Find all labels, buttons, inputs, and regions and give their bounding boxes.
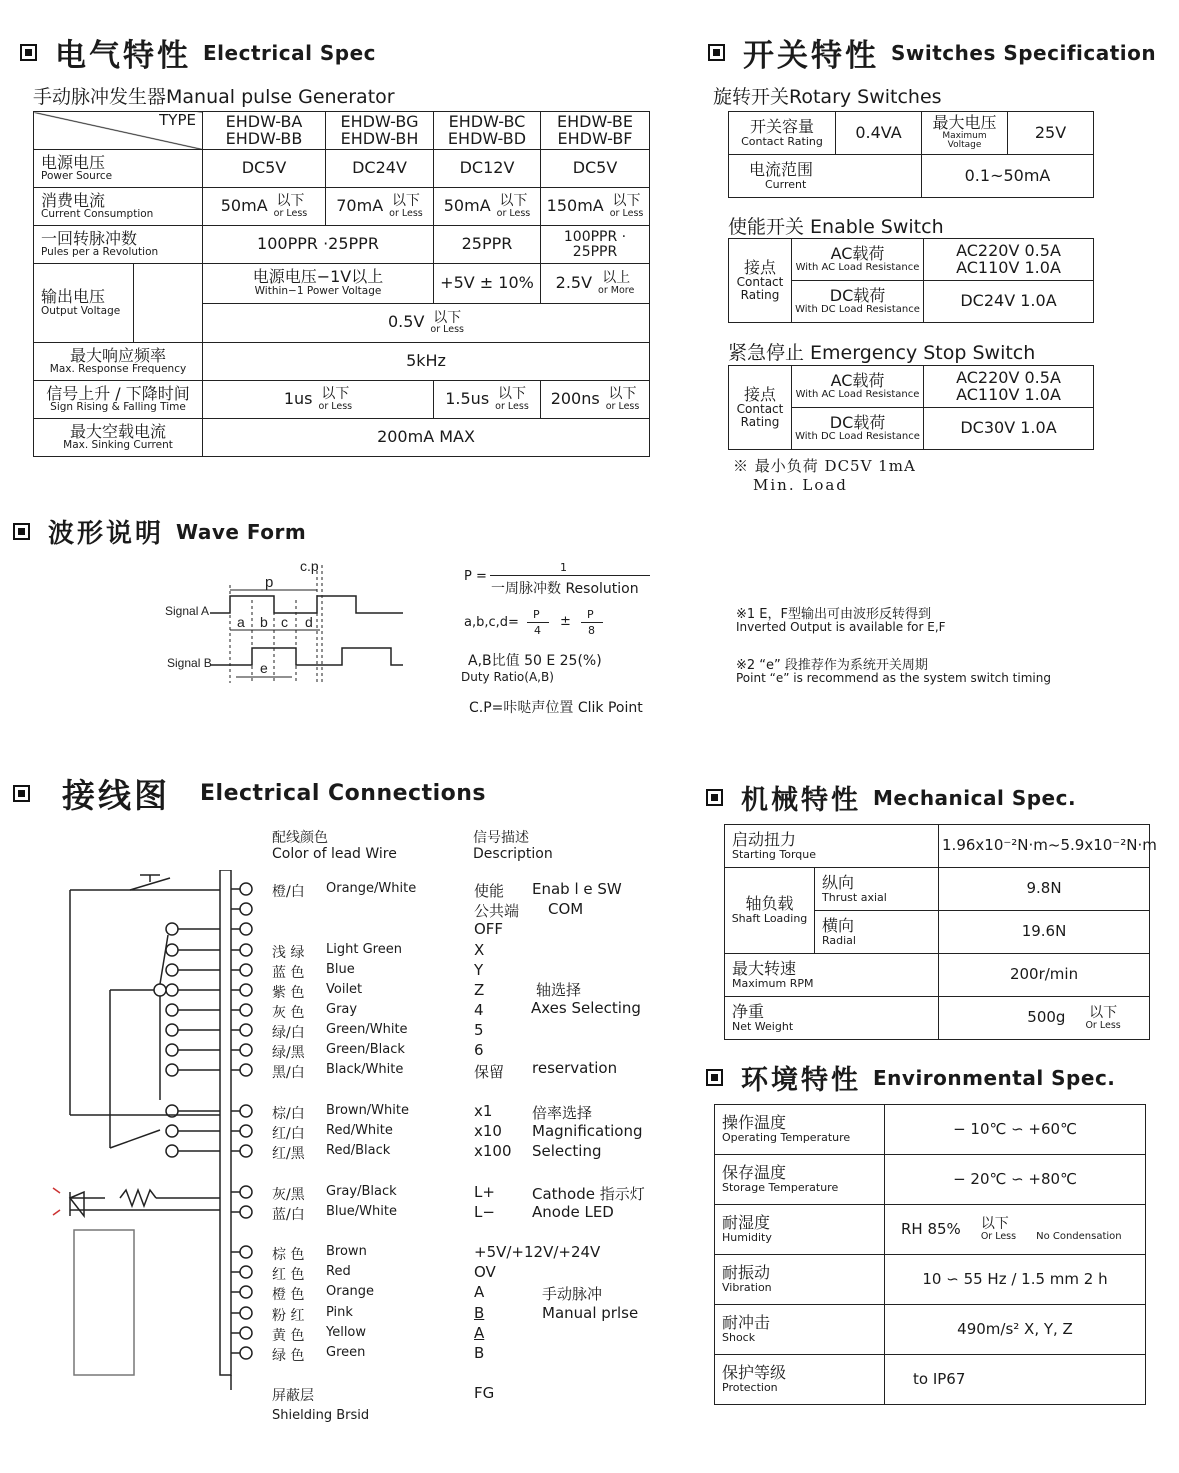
wave-c-label: c: [281, 614, 288, 630]
connector-strip: [220, 870, 231, 1375]
note2-cn: ※2 “e” 段推荐作为系统开关周期: [736, 658, 928, 673]
pin-terminal: [240, 1206, 252, 1218]
rotary-subtitle: 旋转开关Rotary Switches: [713, 86, 942, 108]
current-label: 消费电流 Current Consumption: [34, 188, 203, 226]
signal-desc-en: Axes Selecting: [531, 999, 641, 1017]
note1-cn: ※1 E，F型输出可由波形反转得到: [736, 607, 931, 622]
switch-contact: [166, 1145, 178, 1157]
signal-desc-en: reservation: [532, 1059, 618, 1077]
value-cell: 70mA 以下 or Less: [326, 188, 434, 226]
switch-contact: [166, 1004, 178, 1016]
value-cell: 1.96x10⁻²N·m~5.9x10⁻²N·m: [939, 825, 1150, 868]
wire-color-en: Green/White: [326, 1022, 408, 1037]
enable-subtitle: 使能开关 Enable Switch: [728, 216, 944, 238]
pin-terminal: [240, 1347, 252, 1359]
signal-desc-en: Enab l e SW: [532, 880, 622, 898]
signal-desc: x10: [474, 1122, 502, 1140]
waveform-diagram: [160, 555, 420, 690]
signal-desc: 公共端: [474, 902, 520, 920]
plus-minus: ±: [560, 614, 571, 629]
value-cell: 1us 以下 or Less: [203, 381, 434, 419]
rise-label: 信号上升 / 下降时间 Sign Rising & Falling Time: [34, 381, 203, 419]
current-row: [34, 188, 650, 226]
value-cell: DC5V: [541, 150, 650, 188]
wire-color-en: Light Green: [326, 942, 402, 957]
value-cell: 500g 以下 Or Less: [939, 997, 1150, 1040]
sink-row: [34, 419, 650, 457]
power-label: 电源电压 Power Source: [34, 150, 203, 188]
electrical-spec-heading: 电气特性 Electrical Spec: [20, 30, 376, 75]
pin-terminal: [240, 984, 252, 996]
signal-b-label: Signal B: [167, 656, 212, 670]
signal-desc: B: [474, 1344, 485, 1362]
pin-terminal: [240, 964, 252, 976]
value-cell: to IP67: [885, 1355, 1146, 1405]
value-cell: 0.4VA: [836, 112, 922, 155]
signal-desc-en: Anode LED: [532, 1203, 614, 1221]
signal-desc: 5: [474, 1021, 484, 1039]
signal-desc: X: [474, 941, 485, 959]
wire-color-cn: 橙 色: [272, 1287, 305, 1303]
value-cell: DC30V 1.0A: [924, 408, 1094, 450]
wire-color-cn: 绿/白: [272, 1025, 305, 1041]
signal-desc: 4: [474, 1001, 484, 1019]
pulses-row: [34, 226, 650, 264]
value-cell: 5kHz: [203, 343, 650, 381]
type-header: TYPE: [34, 112, 203, 150]
value-cell: 150mA 以下 or Less: [541, 188, 650, 226]
wave-b-label: b: [260, 614, 268, 630]
magnification-wiper: [110, 1130, 160, 1148]
wave-a-label: a: [237, 614, 245, 630]
model-cell: EHDW-BC EHDW-BD: [434, 112, 541, 150]
signal-desc: OV: [474, 1263, 496, 1281]
value-cell: 0.1~50mA: [922, 155, 1094, 198]
model-cell: EHDW-BA EHDW-BB: [203, 112, 326, 150]
pin-terminal: [240, 1327, 252, 1339]
wire-color-cn: 紫 色: [272, 985, 305, 1001]
signal-desc: 使能: [474, 882, 505, 900]
wire-color-cn: 绿/黑: [272, 1045, 305, 1061]
ac-label: AC载荷 With AC Load Resistance: [792, 239, 924, 281]
fraction-4: 4: [534, 624, 541, 637]
wire-color-en: Brown: [326, 1244, 367, 1259]
value-cell: 1.5us 以下 or Less: [434, 381, 541, 419]
value-cell: 200ns 以下 or Less: [541, 381, 650, 419]
wire-color-en: Green: [326, 1345, 366, 1360]
pin-terminal: [240, 944, 252, 956]
value-cell: 490m/s² X, Y, Z: [885, 1305, 1146, 1355]
mechanical-heading: 机械特性 Mechanical Spec.: [706, 778, 1076, 817]
wire-color-en: Blue: [326, 962, 355, 977]
wire-color-en: Black/White: [326, 1062, 404, 1077]
estop-table: [728, 365, 1094, 450]
value-cell: − 20℃ ∽ +80℃: [885, 1155, 1146, 1205]
pin-terminal: [240, 1307, 252, 1319]
section-marker-icon: [20, 44, 37, 61]
signal-desc: FG: [474, 1384, 495, 1402]
min-load-note: ※ 最小负荷 DC5V 1mA: [733, 457, 916, 475]
wire-color-en: Brown/White: [326, 1103, 409, 1118]
wire-color-cn: 红/白: [272, 1126, 305, 1142]
wire-color-cn: 蓝/白: [272, 1207, 305, 1223]
wire-color-en: Gray: [326, 1002, 358, 1017]
signal-desc-en: Cathode 指示灯: [532, 1185, 645, 1203]
signal-desc: B: [474, 1304, 485, 1322]
pin-terminal: [240, 1246, 252, 1258]
model-cell: EHDW-BE EHDW-BF: [541, 112, 650, 150]
freq-row: [34, 343, 650, 381]
model-cell: EHDW-BG EHDW-BH: [326, 112, 434, 150]
fraction-8: 8: [588, 624, 595, 637]
sink-label: 最大空载电流 Max. Sinking Current: [34, 419, 203, 457]
wire-color-en: Shielding Brsid: [272, 1408, 370, 1423]
value-cell: 50mA 以下 or Less: [203, 188, 326, 226]
value-cell: 0.5V 以下 or Less: [203, 303, 650, 343]
value-cell: +5V ± 10%: [434, 264, 541, 304]
value-cell: RH 85% 以下 Or Less No Condensation: [885, 1205, 1146, 1255]
value-cell: 电源电压−1V以上 Within−1 Power Voltage: [203, 264, 434, 304]
wire-color-en: Pink: [326, 1305, 353, 1320]
signal-desc-en: Selecting: [532, 1142, 602, 1160]
env-label: 保护等级 Protection: [715, 1355, 885, 1405]
estop-subtitle: 紧急停止 Emergency Stop Switch: [728, 342, 1036, 364]
wire-color-en: Orange/White: [326, 881, 417, 896]
fraction-p: P: [533, 608, 540, 621]
signal-desc: A: [474, 1283, 485, 1301]
connections-heading: 接线图 Electrical Connections: [13, 770, 486, 817]
type-row: [34, 112, 650, 150]
value-cell: DC12V: [434, 150, 541, 188]
output-high-row: [34, 264, 650, 304]
min-load-note-en: Min. Load: [753, 476, 848, 494]
section-marker-icon: [706, 1069, 723, 1086]
pin-terminal: [240, 1004, 252, 1016]
wire-color-cn: 粉 红: [272, 1308, 305, 1324]
wire-color-en: Red: [326, 1264, 351, 1279]
signal-a-label: Signal A: [165, 604, 210, 618]
fraction-p: P: [587, 608, 594, 621]
signal-desc: L−: [474, 1203, 495, 1221]
signal-desc-en: Magnificationg: [532, 1122, 643, 1140]
section-marker-icon: [708, 44, 725, 61]
rise-row: [34, 381, 650, 419]
wave-heading: 波形说明 Wave Form: [13, 513, 306, 550]
value-cell: 25PPR: [434, 226, 541, 264]
desc-header-en: Description: [473, 846, 553, 862]
value-cell: DC24V 1.0A: [924, 281, 1094, 323]
rpm-label: 最大转速 Maximum RPM: [725, 954, 939, 997]
electrical-subtitle: 手动脉冲发生器Manual pulse Generator: [33, 86, 395, 108]
pin-terminal: [240, 1105, 252, 1117]
wire-color-cn: 棕/白: [272, 1106, 305, 1122]
signal-desc: Z: [474, 981, 485, 999]
wire-color-en: Green/Black: [326, 1042, 405, 1057]
wire-color-en: Voilet: [326, 982, 363, 997]
desc-header: 信号描述: [473, 830, 529, 846]
thrust-label: 纵向 Thrust axial: [815, 868, 939, 911]
value-cell: DC5V: [203, 150, 326, 188]
weight-label: 净重 Net Weight: [725, 997, 939, 1040]
signal-desc-en: 手动脉冲: [542, 1285, 603, 1303]
wire-color-cn: 红 色: [272, 1267, 305, 1283]
rotary-table: [728, 111, 1094, 198]
mechanical-table: [724, 824, 1157, 1040]
env-label: 操作温度 Operating Temperature: [715, 1105, 885, 1155]
value-cell: 200mA MAX: [203, 419, 650, 457]
fraction-line: [490, 575, 650, 576]
value-cell: 19.6N: [939, 911, 1150, 954]
env-label: 耐振动 Vibration: [715, 1255, 885, 1305]
value-cell: DC24V: [326, 150, 434, 188]
pin-terminal: [240, 1024, 252, 1036]
signal-desc: OFF: [474, 920, 504, 938]
signal-desc: A: [474, 1324, 485, 1342]
wire-color-cn: 黑/白: [272, 1065, 305, 1081]
signal-desc: x100: [474, 1142, 512, 1160]
cap-label: 开关容量 Contact Rating: [729, 112, 836, 155]
wire-color-cn: 屏蔽层: [272, 1388, 314, 1404]
pulses-label: 一回转脉冲数 Pules per a Revolution: [34, 226, 203, 264]
wire-color-cn: 蓝 色: [272, 965, 305, 981]
output-label: 输出电压 Output Voltage: [34, 264, 203, 343]
wire-color-cn: 绿 色: [272, 1348, 305, 1364]
axis-selector-wiper: [160, 935, 168, 984]
value-cell: 25V: [1008, 112, 1094, 155]
pin-terminal: [240, 883, 252, 895]
wire-color-cn: 红/黑: [272, 1146, 305, 1162]
value-cell: AC220V 0.5A AC110V 1.0A: [924, 239, 1094, 281]
wave-d-label: d: [305, 614, 313, 630]
wave-cp-label: c.p: [300, 558, 319, 574]
signal-desc-en: 倍率选择: [532, 1104, 593, 1122]
fraction-line: [527, 622, 549, 623]
p-equals: P =: [464, 569, 487, 584]
maxv-label: 最大电压 Maximum Voltage: [922, 112, 1008, 155]
wire-color-cn: 棕 色: [272, 1247, 305, 1263]
wave-p-label: p: [265, 574, 274, 591]
pin-terminal: [240, 1044, 252, 1056]
env-label: 耐冲击 Shock: [715, 1305, 885, 1355]
switch-contact: [166, 1064, 178, 1076]
wire-color-en: Orange: [326, 1284, 375, 1299]
wire-color-en: Red/White: [326, 1123, 393, 1138]
power-row: [34, 150, 650, 188]
switch-contact: [166, 1125, 178, 1137]
duty-ratio: A,B比值 50 E 25(%): [468, 653, 602, 669]
duty-ratio-en: Duty Ratio(A,B): [461, 670, 554, 684]
signal-desc-en: 轴选择: [536, 981, 582, 999]
wire-color-cn: 橙/白: [272, 884, 305, 900]
pin-terminal: [240, 1145, 252, 1157]
signal-desc: 保留: [474, 1063, 505, 1081]
switch-contact: [166, 1024, 178, 1036]
value-cell: AC220V 0.5A AC110V 1.0A: [924, 366, 1094, 408]
switch-contact: [166, 964, 178, 976]
signal-desc-en: Manual prlse: [542, 1304, 639, 1322]
switch-contact: [166, 984, 178, 996]
range-label: 电流范围 Current: [729, 155, 922, 198]
value-cell: 10 ∽ 55 Hz / 1.5 mm 2 h: [885, 1255, 1146, 1305]
ac-label: AC载荷 With AC Load Resistance: [792, 366, 924, 408]
switches-heading: 开关特性 Switches Specification: [708, 30, 1156, 75]
enable-table: [728, 238, 1094, 323]
pin-terminal: [240, 903, 252, 915]
wire-color-cn: 浅 绿: [272, 945, 305, 961]
wire-color-en: Blue/White: [326, 1204, 397, 1219]
signal-desc: Y: [474, 961, 484, 979]
wire-color-en: Red/Black: [326, 1143, 391, 1158]
dc-label: DC载荷 With DC Load Resistance: [792, 408, 924, 450]
dc-label: DC载荷 With DC Load Resistance: [792, 281, 924, 323]
wire-color-cn: 灰/黑: [272, 1187, 305, 1203]
switch-contact: [166, 1044, 178, 1056]
resolution-text: 一周脉冲数 Resolution: [491, 581, 639, 597]
freq-label: 最大响应频率 Max. Response Frequency: [34, 343, 203, 381]
radial-label: 横向 Radial: [815, 911, 939, 954]
env-label: 耐湿度 Humidity: [715, 1205, 885, 1255]
note1-en: Inverted Output is available for E,F: [736, 620, 946, 634]
value-cell: 100PPR ·25PPR: [203, 226, 434, 264]
pin-terminal: [240, 1286, 252, 1298]
torque-label: 启动扭力 Starting Torque: [725, 825, 939, 868]
pin-terminal: [240, 1064, 252, 1076]
switch-contact: [166, 944, 178, 956]
wire-color-en: Yellow: [326, 1325, 367, 1340]
color-header: 配线颜色: [272, 830, 328, 846]
wave-e-label: e: [260, 660, 268, 676]
value-cell: 9.8N: [939, 868, 1150, 911]
signal-desc-en: COM: [548, 900, 584, 918]
value-cell: 200r/min: [939, 954, 1150, 997]
color-header-en: Color of lead Wire: [272, 846, 397, 862]
pin-terminal: [240, 1125, 252, 1137]
section-marker-icon: [13, 523, 30, 540]
note2-en: Point “e” is recommend as the system switch timing: [736, 671, 1051, 685]
section-marker-icon: [706, 789, 723, 806]
signal-desc: x1: [474, 1102, 493, 1120]
click-point-note: C.P=咔哒声位置 Clik Point: [469, 700, 643, 716]
signal-a-wave: [210, 596, 403, 613]
wire-color-en: Gray/Black: [326, 1184, 397, 1199]
wire-color-cn: 黄 色: [272, 1328, 305, 1344]
pin-terminal: [240, 923, 252, 935]
signal-desc: 6: [474, 1041, 484, 1059]
signal-b-wave: [210, 648, 403, 665]
environmental-table: [714, 1104, 1146, 1405]
contact-label: 接点 Contact Rating: [729, 366, 792, 450]
pin-terminal: [240, 1266, 252, 1278]
pin-terminal: [240, 1186, 252, 1198]
section-marker-icon: [13, 785, 30, 802]
signal-desc: L+: [474, 1183, 495, 1201]
switch-contact: [166, 923, 178, 935]
env-label: 保存温度 Storage Temperature: [715, 1155, 885, 1205]
wiring-diagram: [50, 870, 265, 1410]
encoder-module-box: [74, 1230, 134, 1375]
value-cell: 50mA 以下 or Less: [434, 188, 541, 226]
value-cell: 100PPR · 25PPR: [541, 226, 650, 264]
environmental-heading: 环境特性 Environmental Spec.: [706, 1058, 1115, 1097]
shaft-label: 轴负载 Shaft Loading: [725, 868, 815, 954]
fraction-line: [581, 622, 603, 623]
wire-color-cn: 灰 色: [272, 1005, 305, 1021]
led-icon: [70, 1192, 84, 1216]
abcd-equals: a,b,c,d=: [464, 615, 519, 630]
electrical-spec-table: [33, 111, 650, 457]
value-cell: − 10℃ ∽ +60℃: [885, 1105, 1146, 1155]
p-numerator: 1: [560, 561, 567, 574]
value-cell: 2.5V 以上 or More: [541, 264, 650, 304]
signal-desc: +5V/+12V/+24V: [474, 1243, 601, 1261]
contact-label: 接点 Contact Rating: [729, 239, 792, 323]
